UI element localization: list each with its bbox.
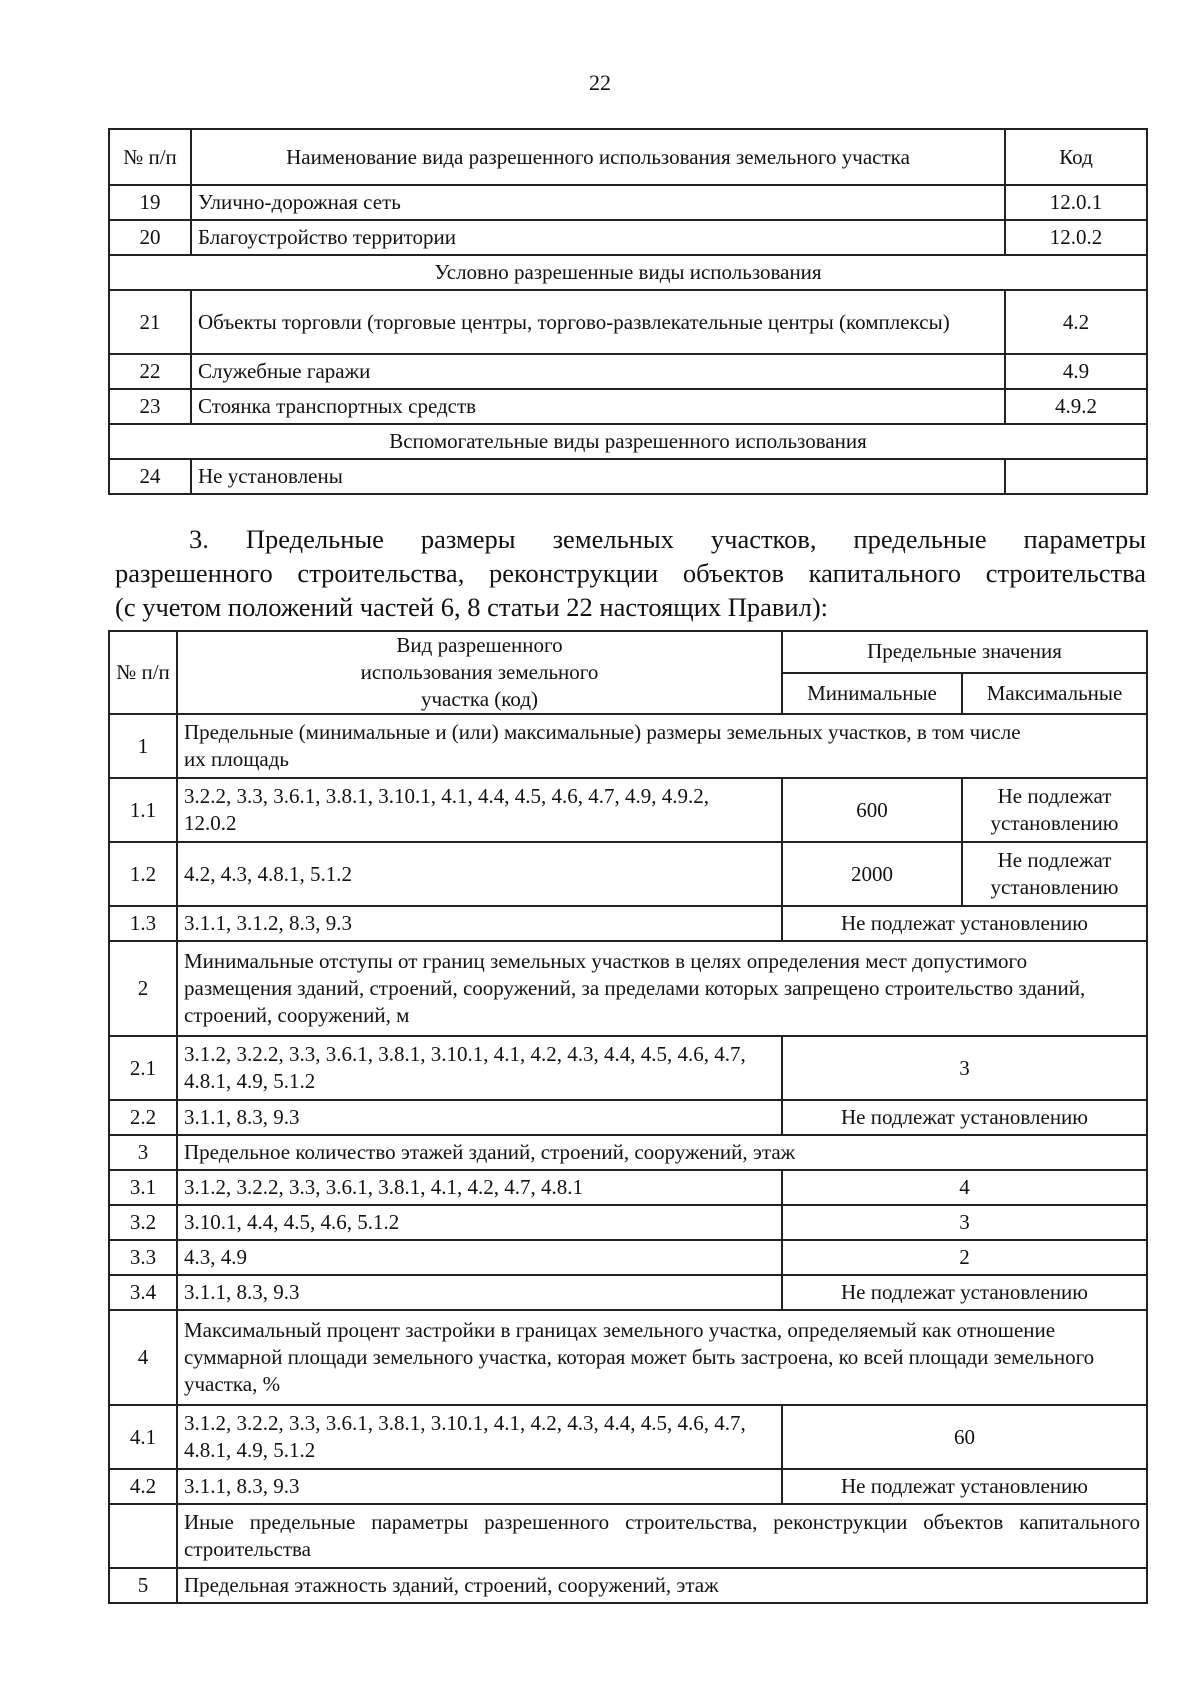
row-value: Не подлежат установлению [782,1469,1147,1504]
row-value: 2 [782,1240,1147,1275]
row-value: 3 [782,1205,1147,1240]
section-auxiliary: Вспомогательные виды разрешенного использования [109,424,1147,459]
row-num: 5 [109,1568,177,1603]
page-number: 22 [589,70,611,95]
row-num: 24 [109,459,191,494]
header-max: Максимальные [962,673,1147,715]
row-num: 1.3 [109,906,177,941]
table-row [109,1135,1147,1170]
row-num: 2 [109,941,177,1036]
table-row [109,1504,1147,1568]
table-header-row [109,631,1147,673]
table-header-row [109,129,1147,185]
row-codes: 3.1.1, 8.3, 9.3 [177,1469,782,1504]
paragraph-line-1: 3. Предельные размеры земельных участков, предельные параметры [189,524,1146,554]
row-codes: 3.2.2, 3.3, 3.6.1, 3.8.1, 3.10.1, 4.1, 4.4, 4.5, 4.6, 4.7, 4.9, 4.9.2, 12.0.2 [177,778,782,842]
table-row [109,220,1147,255]
row-codes: 3.1.2, 3.2.2, 3.3, 3.6.1, 3.8.1, 3.10.1, 4.1, 4.2, 4.3, 4.4, 4.5, 4.6, 4.7, 4.8.1, 4.9, 5.1.2 [177,1405,782,1469]
row-code: 12.0.1 [1005,185,1147,220]
header-type: Вид разрешенного использования земельного участка (код) [177,631,782,714]
row-text: Предельные (минимальные и (или) максимальные) размеры земельных участков, в том числе их площадь [177,714,1147,778]
row-value: Не подлежат установлению [782,906,1147,941]
row-codes: 3.1.2, 3.2.2, 3.3, 3.6.1, 3.8.1, 3.10.1, 4.1, 4.2, 4.3, 4.4, 4.5, 4.6, 4.7, 4.8.1, 4.9, 5.1.2 [177,1036,782,1100]
row-codes: 3.1.1, 3.1.2, 8.3, 9.3 [177,906,782,941]
row-num: 3.3 [109,1240,177,1275]
table-row [109,778,1147,842]
table-row [109,354,1147,389]
header-limits: Предельные значения [782,631,1147,673]
row-text: Минимальные отступы от границ земельных участков в целях определения мест допустимого размещения зданий, строений, сооружений, за пределами которых запрещено строительство зданий, строений, сооружений, м [177,941,1147,1036]
table-row [109,1469,1147,1504]
row-codes: 3.1.1, 8.3, 9.3 [177,1100,782,1135]
paragraph-line-3: (с учетом положений частей 6, 8 статьи 22 настоящих Правил): [115,592,829,622]
row-num: 22 [109,354,191,389]
row-text: Предельное количество этажей зданий, строений, сооружений, этаж [177,1135,1147,1170]
row-name: Объекты торговли (торговые центры, торгово-развлекательные центры (комплексы) [191,290,1005,354]
row-num [109,1504,177,1568]
section-row [109,255,1147,290]
header-min: Минимальные [782,673,962,715]
section-conditional: Условно разрешенные виды использования [109,255,1147,290]
row-name: Стоянка транспортных средств [191,389,1005,424]
row-num: 4.2 [109,1469,177,1504]
header-num: № п/п [109,129,191,185]
row-codes: 3.1.2, 3.2.2, 3.3, 3.6.1, 3.8.1, 4.1, 4.2, 4.7, 4.8.1 [177,1170,782,1205]
row-num: 3.2 [109,1205,177,1240]
table-row [109,1036,1147,1100]
table-row [109,906,1147,941]
table-row [109,1205,1147,1240]
table-row [109,1240,1147,1275]
table-row [109,714,1147,778]
table-row [109,1170,1147,1205]
row-value: Не подлежат установлению [782,1100,1147,1135]
section-row [109,424,1147,459]
row-code [1005,459,1147,494]
row-name: Улично-дорожная сеть [191,185,1005,220]
row-text: Иные предельные параметры разрешенного строительства, реконструкции объектов капитального строительства [177,1504,1147,1568]
paragraph-line-2: разрешенного строительства, реконструкции объектов капитального строительства [115,558,1146,588]
row-num: 4 [109,1310,177,1405]
row-num: 4.1 [109,1405,177,1469]
table-row [109,459,1147,494]
row-num: 3.4 [109,1275,177,1310]
row-num: 1.1 [109,778,177,842]
row-code: 4.9 [1005,354,1147,389]
limit-parameters-table [108,630,1148,1604]
table-row [109,185,1147,220]
row-name: Служебные гаражи [191,354,1005,389]
row-codes: 4.3, 4.9 [177,1240,782,1275]
row-num: 23 [109,389,191,424]
row-text: Предельная этажность зданий, строений, сооружений, этаж [177,1568,1147,1603]
row-min: 600 [782,778,962,842]
row-num: 19 [109,185,191,220]
table-row [109,1405,1147,1469]
row-name: Благоустройство территории [191,220,1005,255]
row-num: 3.1 [109,1170,177,1205]
row-codes: 3.1.1, 8.3, 9.3 [177,1275,782,1310]
section-3-paragraph [115,522,1146,624]
row-max: Не подлежат установлению [962,842,1147,906]
row-num: 21 [109,290,191,354]
header-code: Код [1005,129,1147,185]
row-num: 2.1 [109,1036,177,1100]
table-row [109,1100,1147,1135]
row-codes: 4.2, 4.3, 4.8.1, 5.1.2 [177,842,782,906]
table-row [109,1310,1147,1405]
row-max: Не подлежат установлению [962,778,1147,842]
row-codes: 3.10.1, 4.4, 4.5, 4.6, 5.1.2 [177,1205,782,1240]
table-row [109,1568,1147,1603]
row-code: 12.0.2 [1005,220,1147,255]
row-num: 3 [109,1135,177,1170]
row-text: Максимальный процент застройки в границах земельного участка, определяемый как отношение суммарной площади земельного участка, которая может быть застроена, ко всей площади земельного участка, % [177,1310,1147,1405]
row-num: 1 [109,714,177,778]
row-value: 3 [782,1036,1147,1100]
header-name: Наименование вида разрешенного использования земельного участка [191,129,1005,185]
table-row [109,389,1147,424]
row-num: 1.2 [109,842,177,906]
header-num: № п/п [109,631,177,714]
row-value: Не подлежат установлению [782,1275,1147,1310]
permitted-use-table [108,128,1148,495]
table-row [109,842,1147,906]
row-code: 4.9.2 [1005,389,1147,424]
row-num: 2.2 [109,1100,177,1135]
row-name: Не установлены [191,459,1005,494]
row-num: 20 [109,220,191,255]
table-row [109,290,1147,354]
row-min: 2000 [782,842,962,906]
table-row [109,1275,1147,1310]
row-code: 4.2 [1005,290,1147,354]
row-value: 4 [782,1170,1147,1205]
table-row [109,941,1147,1036]
row-value: 60 [782,1405,1147,1469]
